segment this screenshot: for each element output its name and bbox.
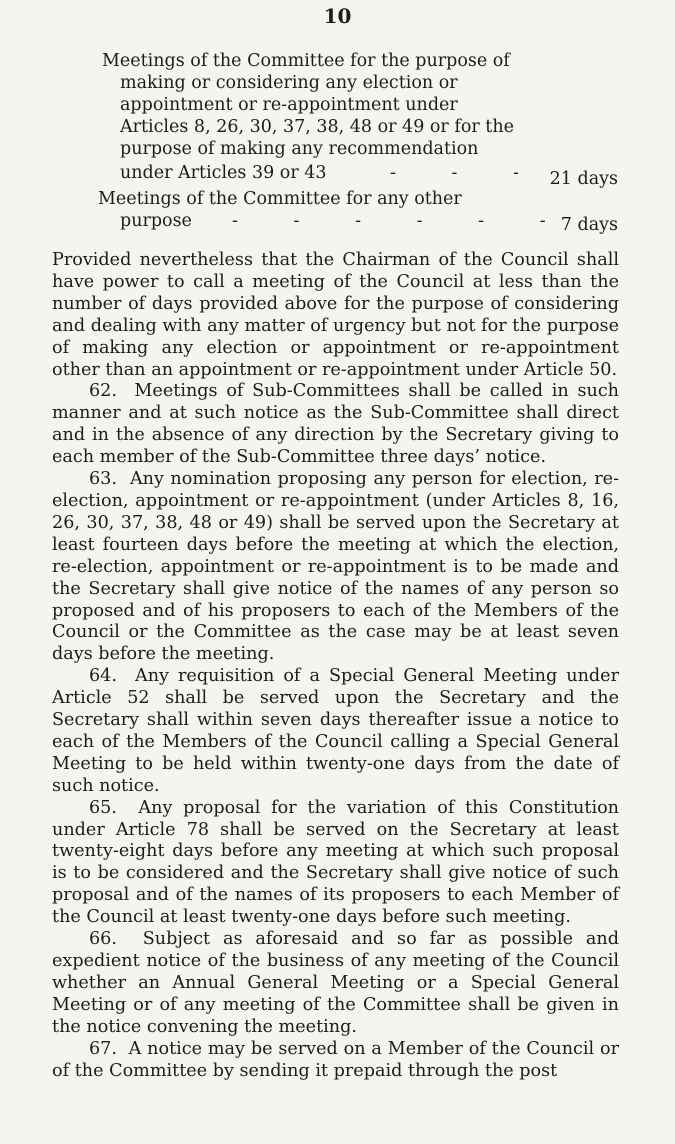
schedule-line: purpose of making any recommendation (120, 139, 479, 159)
schedule-line: appointment or re-appointment under (120, 95, 458, 115)
page-number: 10 (323, 4, 352, 28)
article-64 (52, 666, 619, 797)
article-text: Any proposal for the variation of this Constitution under Article 78 shall be served on the Secretary at least twenty-eight days before any meeting at which such proposal is to be considered and the Secretary shall give notice of such proposal and of the names of its proposers to each Member of the Council at least twenty-one days before such meeting. (52, 797, 620, 928)
notice-period: 7 days (560, 215, 618, 235)
article-text: Meetings of Sub-Committees shall be called in such manner and at such notice as the Sub-Committee shall direct and in the absence of any direction by the Secretary giving to each member of the Sub-Committee three days’ notice. (52, 381, 620, 468)
article-62 (52, 381, 619, 469)
article-number: 66. (88, 929, 117, 950)
article-65 (52, 798, 619, 929)
article-text: Any requisition of a Special General Meeting under Article 52 shall be served upon the Secretary and the Secretary shall within seven days thereafter issue a notice to each of the Members of the Council calling a Special General Meeting to be held within twenty-one days from the date of such notice. (52, 666, 619, 796)
article-number: 65. (88, 797, 117, 818)
schedule-line: Meetings of the Committee for any other (98, 189, 462, 209)
body-text (52, 250, 619, 1082)
article-number: 63. (88, 469, 117, 490)
article-number: 62. (88, 381, 117, 402)
article-text: A notice may be served on a Member of the Council or of the Committee by sending it prepaid through the post (52, 1038, 619, 1081)
schedule-line: under Articles 39 or 43 (120, 163, 327, 183)
article-63 (52, 469, 619, 666)
article-text: Subject as aforesaid and so far as possible and expedient notice of the business of any meeting of the Council whether an Annual General Meeting or a Special General Meeting or of any meeting of the Committee shall be given in the notice convening the meeting. (52, 929, 619, 1037)
dot-leader: - - - - - - (232, 211, 546, 231)
proviso-paragraph: Provided nevertheless that the Chairman of the Council shall have power to call a meeting of the Council at less than the number of days provided above for the purpose of considering and dealing with any matter of urgency but not for the purpose of making any election or appointment or re-appointment other than an appointment or re-appointment under Article 50. (52, 250, 619, 380)
article-67 (52, 1039, 619, 1083)
article-text: Any nomination proposing any person for election, re-election, appointment or re-appointment (under Articles 8, 16, 26, 30, 37, 38, 48 or 49) shall be served upon the Secretary at least fourteen days before the meeting at which the election, re-election, appointment or re-appointment is to be made and the Secretary shall give notice of the names of any person so proposed and of his proposers to each of the Members of the Council or the Committee as the case may be at least seven days before the meeting. (52, 469, 620, 665)
article-number: 64. (88, 666, 117, 687)
schedule-line: Meetings of the Committee for the purpose of (102, 51, 510, 71)
schedule-line: purpose (120, 211, 192, 231)
schedule-line: making or considering any election or (120, 73, 458, 93)
schedule-line: Articles 8, 26, 30, 37, 38, 48 or 49 or for the (120, 117, 514, 137)
article-66 (52, 929, 619, 1039)
article-number: 67. (88, 1038, 117, 1059)
notice-period: 21 days (549, 169, 618, 189)
dot-leader: - - - (390, 163, 519, 183)
